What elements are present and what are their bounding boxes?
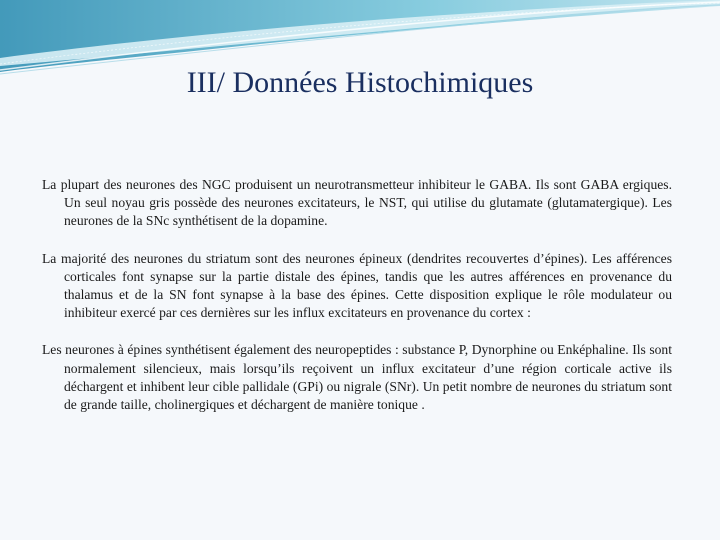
paragraph-neuropeptides: Les neurones à épines synthétisent également des neuropeptides : substance P, Dynorphine ou Enképhaline. Ils sont normalement silencieux, mais lorsqu’ils reçoivent un influx excitateur d’une région corticale active ils déchargent et inhibent leur cible pallidale (GPi) ou nigrale (SNr). Un petit nombre de neurones du striatum sont de grande taille, cholinergiques et déchargent de manière tonique . — [42, 342, 672, 413]
slide-body — [42, 176, 672, 433]
slide-title: III/ Données Histochimiques — [186, 66, 534, 99]
paragraph-striatum: La majorité des neurones du striatum sont des neurones épineux (dendrites recouvertes d’épines). Les afférences corticales font synapse sur la partie distale des épines, tandis que les autres afférences en provenance du thalamus et de la SN font synapse à la base des épines. Cette disposition explique le rôle modulateur ou inhibiteur exercé par ces dernières sur les influx excitateurs en provenance du cortex : — [42, 250, 672, 321]
paragraph-gaba: La plupart des neurones des NGC produisent un neurotransmetteur inhibiteur le GABA. Ils sont GABA ergiques. Un seul noyau gris possède des neurones excitateurs, le NST, qui utilise du glutamate (glutamatergique). Les neurones de la SNc synthétisent de la dopamine. — [42, 177, 672, 229]
